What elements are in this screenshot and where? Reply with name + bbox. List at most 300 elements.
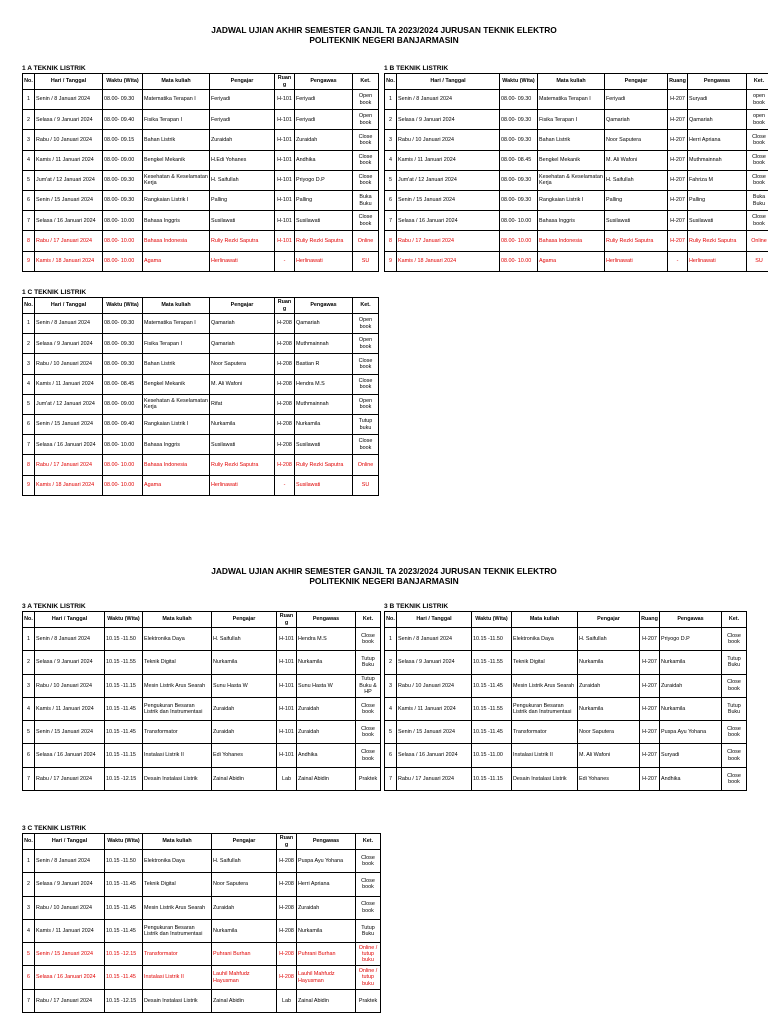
cell-lecturer: Susilawati bbox=[210, 435, 275, 455]
page2-title-line1: JADWAL UJIAN AKHIR SEMESTER GANJIL TA 2023/2024 JURUSAN TEKNIK ELEKTRO bbox=[211, 566, 557, 576]
cell-note: SU bbox=[353, 251, 379, 271]
table-row bbox=[23, 190, 379, 210]
cell-course: Teknik Digital bbox=[143, 873, 212, 896]
cell-date: Selasa / 16 Januari 2024 bbox=[35, 966, 105, 989]
cell-no: 2 bbox=[23, 873, 35, 896]
cell-time: 08.00- 09.40 bbox=[103, 414, 143, 434]
cell-time: 10.15 -11.50 bbox=[472, 628, 512, 651]
cell-date: Selasa / 16 Januari 2024 bbox=[35, 435, 103, 455]
cell-date: Jum'at / 12 Januari 2024 bbox=[397, 170, 500, 190]
cell-note: Online bbox=[353, 455, 379, 475]
cell-room: H-101 bbox=[275, 170, 295, 190]
cell-course: Rangkaian Listrik I bbox=[143, 414, 210, 434]
column-header-lecturer: Pengajar bbox=[212, 612, 277, 628]
cell-room: Lab bbox=[277, 767, 297, 790]
cell-time: 10.15 -12.15 bbox=[105, 989, 143, 1012]
cell-room: H-207 bbox=[668, 211, 688, 231]
cell-note: Open book bbox=[353, 314, 379, 334]
cell-date: Senin / 15 Januari 2024 bbox=[35, 721, 105, 744]
cell-date: Senin / 15 Januari 2024 bbox=[35, 414, 103, 434]
cell-note: Tutup Buku & HP bbox=[356, 674, 381, 697]
cell-no: 2 bbox=[23, 334, 35, 354]
cell-room: H-101 bbox=[277, 697, 297, 720]
cell-room: - bbox=[668, 251, 688, 271]
schedule-3b bbox=[384, 602, 747, 791]
cell-course: Bahasa Indonesia bbox=[143, 231, 210, 251]
cell-course: Instalasi Listrik II bbox=[143, 966, 212, 989]
cell-supervisor: Qamariah bbox=[688, 110, 747, 130]
cell-supervisor: Puhrani Burhan bbox=[297, 943, 356, 966]
cell-time: 08.00- 09.40 bbox=[103, 110, 143, 130]
cell-date: Selasa / 9 Januari 2024 bbox=[397, 110, 500, 130]
column-header-room: Ruang bbox=[668, 74, 688, 90]
cell-time: 08.00- 09.30 bbox=[103, 334, 143, 354]
class-title: 3 C TEKNIK LISTRIK bbox=[22, 825, 87, 832]
cell-time: 08.00- 10.00 bbox=[103, 211, 143, 231]
cell-note: Close book bbox=[356, 850, 381, 873]
cell-room: H-101 bbox=[275, 150, 295, 170]
cell-course: Bahan Listrik bbox=[143, 354, 210, 374]
cell-date: Rabu / 10 Januari 2024 bbox=[35, 674, 105, 697]
column-header-supervisor: Pengawas bbox=[660, 612, 722, 628]
cell-room: H-101 bbox=[277, 628, 297, 651]
cell-room: H-207 bbox=[668, 110, 688, 130]
cell-lecturer: M. Ali Wafoni bbox=[578, 744, 640, 767]
cell-course: Kesehatan & Keselamatan Kerja bbox=[143, 170, 210, 190]
cell-lecturer: Noor Saputera bbox=[605, 130, 668, 150]
cell-date: Kamis / 11 Januari 2024 bbox=[35, 374, 103, 394]
schedule-1c bbox=[22, 288, 379, 496]
cell-course: Transformator bbox=[143, 721, 212, 744]
cell-supervisor: Nurkamila bbox=[660, 697, 722, 720]
cell-note: Close book bbox=[722, 674, 747, 697]
cell-supervisor: Herri Apriana bbox=[297, 873, 356, 896]
cell-note: Close book bbox=[356, 744, 381, 767]
cell-date: Senin / 15 Januari 2024 bbox=[397, 190, 500, 210]
cell-no: 6 bbox=[23, 414, 35, 434]
cell-room: H-207 bbox=[640, 674, 660, 697]
cell-supervisor: Nurkamila bbox=[660, 651, 722, 674]
cell-supervisor: Muthmainnah bbox=[688, 150, 747, 170]
cell-course: Desain Instalasi Listrik bbox=[143, 767, 212, 790]
page2-title-line2: POLITEKNIK NEGERI BANJARMASIN bbox=[309, 576, 459, 586]
cell-time: 10.15 -11.45 bbox=[105, 896, 143, 919]
cell-room: H-101 bbox=[275, 110, 295, 130]
cell-lecturer: Zuraidah bbox=[212, 721, 277, 744]
cell-date: Selasa / 16 Januari 2024 bbox=[35, 211, 103, 231]
table-row bbox=[23, 211, 379, 231]
cell-supervisor: Susilawati bbox=[688, 211, 747, 231]
column-header-room: Ruang bbox=[640, 612, 660, 628]
cell-date: Senin / 8 Januari 2024 bbox=[35, 850, 105, 873]
column-header-supervisor: Pengawas bbox=[688, 74, 747, 90]
column-header-supervisor: Pengawas bbox=[297, 612, 356, 628]
cell-time: 08.00- 10.00 bbox=[103, 231, 143, 251]
cell-course: Transformator bbox=[512, 721, 578, 744]
table-row bbox=[23, 435, 379, 455]
cell-note: SU bbox=[747, 251, 768, 271]
cell-supervisor: Nurkamila bbox=[297, 919, 356, 942]
cell-note: Close book bbox=[353, 130, 379, 150]
page1-title bbox=[0, 25, 768, 45]
cell-date: Kamis / 18 Januari 2024 bbox=[35, 475, 103, 495]
cell-course: Teknik Digital bbox=[143, 651, 212, 674]
cell-no: 8 bbox=[385, 231, 397, 251]
cell-supervisor: Palling bbox=[688, 190, 747, 210]
cell-course: Instalasi Listrik II bbox=[143, 744, 212, 767]
cell-course: Bahasa Inggris bbox=[143, 435, 210, 455]
cell-room: H-101 bbox=[277, 721, 297, 744]
cell-lecturer: Lauhil Mahfudz Hayusman bbox=[212, 966, 277, 989]
column-header-time: Waktu (Wita) bbox=[103, 74, 143, 90]
table-row bbox=[23, 943, 381, 966]
cell-no: 7 bbox=[23, 989, 35, 1012]
cell-course: Mesin Listrik Arus Searah bbox=[512, 674, 578, 697]
cell-lecturer: Ruliy Rezki Saputra bbox=[210, 455, 275, 475]
cell-room: - bbox=[275, 251, 295, 271]
cell-room: H-101 bbox=[275, 90, 295, 110]
column-header-note: Ket. bbox=[353, 298, 379, 314]
cell-lecturer: Nurkamila bbox=[578, 697, 640, 720]
cell-supervisor: Nurkamila bbox=[295, 414, 353, 434]
cell-course: Bahasa Inggris bbox=[143, 211, 210, 231]
schedule-table bbox=[22, 833, 381, 1013]
column-header-supervisor: Pengawas bbox=[295, 74, 353, 90]
cell-no: 5 bbox=[385, 721, 397, 744]
cell-room: H-207 bbox=[640, 721, 660, 744]
cell-no: 1 bbox=[23, 314, 35, 334]
cell-time: 10.15 -11.55 bbox=[472, 697, 512, 720]
cell-date: Kamis / 11 Januari 2024 bbox=[397, 697, 472, 720]
cell-note: Close book bbox=[747, 211, 768, 231]
cell-date: Senin / 8 Januari 2024 bbox=[397, 628, 472, 651]
cell-time: 08.00- 09.30 bbox=[103, 90, 143, 110]
cell-room: H-208 bbox=[277, 966, 297, 989]
cell-note: Tutup Buku bbox=[722, 651, 747, 674]
cell-lecturer: Susilawati bbox=[605, 211, 668, 231]
table-row bbox=[23, 170, 379, 190]
cell-no: 3 bbox=[23, 354, 35, 374]
cell-supervisor: Priyogo D.P bbox=[660, 628, 722, 651]
cell-lecturer: Zainal Abidin bbox=[212, 989, 277, 1012]
cell-room: H-207 bbox=[668, 130, 688, 150]
cell-note: Close book bbox=[356, 697, 381, 720]
cell-date: Jum'at / 12 Januari 2024 bbox=[35, 394, 103, 414]
cell-date: Rabu / 10 Januari 2024 bbox=[35, 896, 105, 919]
cell-time: 08.00- 09.00 bbox=[103, 150, 143, 170]
cell-supervisor: Andhika bbox=[295, 150, 353, 170]
column-header-no: No. bbox=[23, 298, 35, 314]
cell-date: Rabu / 17 Januari 2024 bbox=[397, 767, 472, 790]
column-header-lecturer: Pengajar bbox=[210, 74, 275, 90]
cell-supervisor: Andhika bbox=[660, 767, 722, 790]
cell-no: 7 bbox=[23, 767, 35, 790]
table-row bbox=[23, 150, 379, 170]
cell-course: Bahasa Inggris bbox=[538, 211, 605, 231]
cell-date: Kamis / 11 Januari 2024 bbox=[35, 150, 103, 170]
cell-course: Fisika Terapan I bbox=[143, 334, 210, 354]
cell-date: Selasa / 9 Januari 2024 bbox=[397, 651, 472, 674]
schedule-1a bbox=[22, 64, 379, 272]
cell-note: Buka Buku bbox=[353, 190, 379, 210]
table-row bbox=[23, 721, 381, 744]
cell-course: Instalasi Listrik II bbox=[512, 744, 578, 767]
table-row bbox=[385, 190, 768, 210]
column-header-no: No. bbox=[385, 74, 397, 90]
cell-lecturer: Edi Yohanes bbox=[212, 744, 277, 767]
cell-course: Bahan Listrik bbox=[538, 130, 605, 150]
table-row bbox=[385, 744, 747, 767]
cell-supervisor: Hendra M.S bbox=[297, 628, 356, 651]
column-header-date: Hari / Tanggal bbox=[35, 612, 105, 628]
column-header-supervisor: Pengawas bbox=[295, 298, 353, 314]
cell-supervisor: Fahriza M bbox=[688, 170, 747, 190]
table-row bbox=[23, 873, 381, 896]
schedule-table bbox=[22, 611, 381, 791]
header-row bbox=[23, 834, 381, 850]
cell-lecturer: Noor Saputera bbox=[210, 354, 275, 374]
cell-no: 5 bbox=[385, 170, 397, 190]
cell-note: Close book bbox=[356, 721, 381, 744]
cell-room: H-208 bbox=[275, 354, 295, 374]
cell-supervisor: Puspa Ayu Yohana bbox=[660, 721, 722, 744]
cell-supervisor: Muthmainnah bbox=[295, 334, 353, 354]
column-header-no: No. bbox=[385, 612, 397, 628]
cell-no: 8 bbox=[23, 231, 35, 251]
cell-course: Mesin Listrik Arus Searah bbox=[143, 674, 212, 697]
cell-room: H-207 bbox=[640, 697, 660, 720]
column-header-no: No. bbox=[23, 74, 35, 90]
cell-no: 7 bbox=[23, 211, 35, 231]
cell-time: 08.00- 09.30 bbox=[103, 314, 143, 334]
table-row bbox=[385, 721, 747, 744]
cell-lecturer: Herlinawati bbox=[605, 251, 668, 271]
column-header-time: Waktu (Wita) bbox=[472, 612, 512, 628]
cell-note: Open book bbox=[353, 394, 379, 414]
table-row bbox=[23, 455, 379, 475]
cell-date: Rabu / 10 Januari 2024 bbox=[35, 130, 103, 150]
cell-time: 08.00- 09.30 bbox=[500, 110, 538, 130]
cell-room: H-101 bbox=[275, 190, 295, 210]
class-title: 3 A TEKNIK LISTRIK bbox=[22, 603, 86, 610]
cell-date: Rabu / 10 Januari 2024 bbox=[397, 130, 500, 150]
cell-date: Rabu / 10 Januari 2024 bbox=[35, 354, 103, 374]
cell-room: H-208 bbox=[277, 919, 297, 942]
cell-date: Rabu / 17 Januari 2024 bbox=[35, 455, 103, 475]
cell-supervisor: Susilawati bbox=[295, 475, 353, 495]
cell-lecturer: Herlinawati bbox=[210, 475, 275, 495]
cell-supervisor: Zainal Abidin bbox=[297, 989, 356, 1012]
column-header-no: No. bbox=[23, 834, 35, 850]
cell-supervisor: Lauhil Mahfudz Hayusman bbox=[297, 966, 356, 989]
cell-date: Senin / 8 Januari 2024 bbox=[397, 90, 500, 110]
cell-note: Praktek bbox=[356, 989, 381, 1012]
cell-lecturer: Qamariah bbox=[210, 314, 275, 334]
cell-date: Senin / 15 Januari 2024 bbox=[35, 943, 105, 966]
cell-supervisor: Muthmainnah bbox=[295, 394, 353, 414]
table-row bbox=[23, 314, 379, 334]
table-row bbox=[385, 651, 747, 674]
cell-room: H-208 bbox=[275, 435, 295, 455]
cell-note: Online bbox=[747, 231, 768, 251]
cell-date: Rabu / 17 Januari 2024 bbox=[35, 989, 105, 1012]
table-row bbox=[23, 231, 379, 251]
page1-title-line1: JADWAL UJIAN AKHIR SEMESTER GANJIL TA 2023/2024 JURUSAN TEKNIK ELEKTRO bbox=[211, 25, 557, 35]
cell-no: 5 bbox=[23, 394, 35, 414]
cell-lecturer: H. Saifullah bbox=[605, 170, 668, 190]
cell-time: 10.15 -11.55 bbox=[472, 651, 512, 674]
table-row bbox=[385, 211, 768, 231]
cell-time: 08.00- 10.00 bbox=[103, 455, 143, 475]
cell-note: Close book bbox=[353, 211, 379, 231]
cell-note: SU bbox=[353, 475, 379, 495]
table-row bbox=[23, 697, 381, 720]
cell-date: Selasa / 9 Januari 2024 bbox=[35, 651, 105, 674]
cell-lecturer: H. Saifullah bbox=[212, 628, 277, 651]
header-row bbox=[23, 612, 381, 628]
cell-lecturer: Zuraidah bbox=[212, 896, 277, 919]
cell-supervisor: Zuraidah bbox=[297, 697, 356, 720]
schedule-table bbox=[384, 73, 768, 272]
cell-course: Bahasa Indonesia bbox=[538, 231, 605, 251]
cell-date: Rabu / 10 Januari 2024 bbox=[397, 674, 472, 697]
cell-room: H-101 bbox=[275, 130, 295, 150]
column-header-room: Ruan g bbox=[277, 834, 297, 850]
cell-course: Pengukuran Besaran Listrik dan Instrumentasi bbox=[143, 697, 212, 720]
cell-no: 2 bbox=[23, 651, 35, 674]
cell-time: 10.15 -11.15 bbox=[105, 674, 143, 697]
cell-time: 10.15 -12.15 bbox=[105, 943, 143, 966]
cell-date: Senin / 15 Januari 2024 bbox=[35, 190, 103, 210]
column-header-room: Ruan g bbox=[275, 298, 295, 314]
cell-room: H-208 bbox=[275, 414, 295, 434]
column-header-date: Hari / Tanggal bbox=[35, 74, 103, 90]
cell-no: 4 bbox=[23, 697, 35, 720]
cell-room: H-207 bbox=[640, 628, 660, 651]
cell-time: 08.00- 09.30 bbox=[103, 170, 143, 190]
cell-note: Online / tutup buku bbox=[356, 943, 381, 966]
cell-room: H-207 bbox=[668, 170, 688, 190]
cell-time: 08.00- 09.30 bbox=[103, 190, 143, 210]
cell-supervisor: Priyogo D.P bbox=[295, 170, 353, 190]
cell-course: Transformator bbox=[143, 943, 212, 966]
cell-supervisor: Herlinawati bbox=[688, 251, 747, 271]
column-header-note: Ket. bbox=[722, 612, 747, 628]
cell-time: 08.00- 09.00 bbox=[103, 394, 143, 414]
table-row bbox=[23, 374, 379, 394]
cell-no: 3 bbox=[23, 896, 35, 919]
cell-lecturer: Noor Saputera bbox=[212, 873, 277, 896]
cell-course: Fisika Terapan I bbox=[143, 110, 210, 130]
cell-course: Kesehatan & Keselamatan Kerja bbox=[538, 170, 605, 190]
cell-course: Matematika Terapan I bbox=[538, 90, 605, 110]
column-header-time: Waktu (Wita) bbox=[105, 612, 143, 628]
cell-supervisor: Herlinawati bbox=[295, 251, 353, 271]
cell-no: 4 bbox=[23, 150, 35, 170]
table-row bbox=[23, 651, 381, 674]
cell-no: 7 bbox=[385, 767, 397, 790]
cell-no: 3 bbox=[385, 674, 397, 697]
cell-time: 08.00- 09.30 bbox=[500, 190, 538, 210]
table-row bbox=[23, 334, 379, 354]
cell-room: H-207 bbox=[640, 744, 660, 767]
column-header-no: No. bbox=[23, 612, 35, 628]
cell-note: Close book bbox=[353, 150, 379, 170]
table-row bbox=[23, 850, 381, 873]
cell-no: 1 bbox=[385, 628, 397, 651]
table-row bbox=[385, 130, 768, 150]
cell-room: H-208 bbox=[277, 896, 297, 919]
cell-lecturer: Palling bbox=[210, 190, 275, 210]
cell-note: Open book bbox=[353, 334, 379, 354]
schedule-3c bbox=[22, 824, 381, 1013]
schedule-table bbox=[384, 611, 747, 791]
cell-supervisor: Bastian R bbox=[295, 354, 353, 374]
cell-supervisor: Zuraidah bbox=[297, 721, 356, 744]
cell-room: H-101 bbox=[277, 744, 297, 767]
cell-course: Elektronika Daya bbox=[143, 628, 212, 651]
cell-lecturer: Qamariah bbox=[605, 110, 668, 130]
cell-date: Senin / 15 Januari 2024 bbox=[397, 721, 472, 744]
cell-date: Selasa / 9 Januari 2024 bbox=[35, 873, 105, 896]
cell-time: 08.00- 10.00 bbox=[500, 211, 538, 231]
cell-date: Kamis / 18 Januari 2024 bbox=[397, 251, 500, 271]
table-row bbox=[385, 170, 768, 190]
cell-time: 08.00- 10.00 bbox=[103, 475, 143, 495]
column-header-time: Waktu (Wita) bbox=[500, 74, 538, 90]
cell-supervisor: Feriyadi bbox=[295, 90, 353, 110]
cell-room: H-207 bbox=[668, 150, 688, 170]
cell-date: Jum'at / 12 Januari 2024 bbox=[35, 170, 103, 190]
cell-note: Open book bbox=[353, 90, 379, 110]
cell-room: H-208 bbox=[275, 334, 295, 354]
column-header-room: Ruan g bbox=[275, 74, 295, 90]
cell-note: Tutup Buku bbox=[356, 651, 381, 674]
cell-date: Senin / 8 Januari 2024 bbox=[35, 628, 105, 651]
cell-note: open book bbox=[747, 110, 768, 130]
cell-room: H-101 bbox=[275, 231, 295, 251]
cell-no: 6 bbox=[23, 190, 35, 210]
cell-date: Senin / 8 Januari 2024 bbox=[35, 314, 103, 334]
schedule-1b bbox=[384, 64, 768, 272]
cell-note: Close book bbox=[356, 896, 381, 919]
column-header-note: Ket. bbox=[356, 612, 381, 628]
column-header-date: Hari / Tanggal bbox=[35, 298, 103, 314]
page1-title-line2: POLITEKNIK NEGERI BANJARMASIN bbox=[309, 35, 459, 45]
cell-no: 6 bbox=[385, 190, 397, 210]
table-row bbox=[385, 628, 747, 651]
table-row bbox=[23, 90, 379, 110]
cell-lecturer: M. Ali Wafoni bbox=[605, 150, 668, 170]
cell-course: Bahasa Indonesia bbox=[143, 455, 210, 475]
cell-note: Close book bbox=[747, 170, 768, 190]
cell-room: H-208 bbox=[275, 394, 295, 414]
cell-note: Open book bbox=[353, 110, 379, 130]
cell-lecturer: Noor Saputera bbox=[578, 721, 640, 744]
cell-time: 08.00- 09.30 bbox=[500, 130, 538, 150]
cell-room: H-207 bbox=[640, 651, 660, 674]
cell-note: Online bbox=[353, 231, 379, 251]
cell-date: Rabu / 17 Januari 2024 bbox=[397, 231, 500, 251]
table-row bbox=[385, 231, 768, 251]
cell-date: Senin / 8 Januari 2024 bbox=[35, 90, 103, 110]
cell-note: Close book bbox=[747, 130, 768, 150]
cell-note: Close book bbox=[353, 374, 379, 394]
cell-note: Close book bbox=[722, 744, 747, 767]
cell-time: 08.00- 08.45 bbox=[500, 150, 538, 170]
cell-note: Close book bbox=[353, 354, 379, 374]
column-header-course: Mata kuliah bbox=[143, 612, 212, 628]
